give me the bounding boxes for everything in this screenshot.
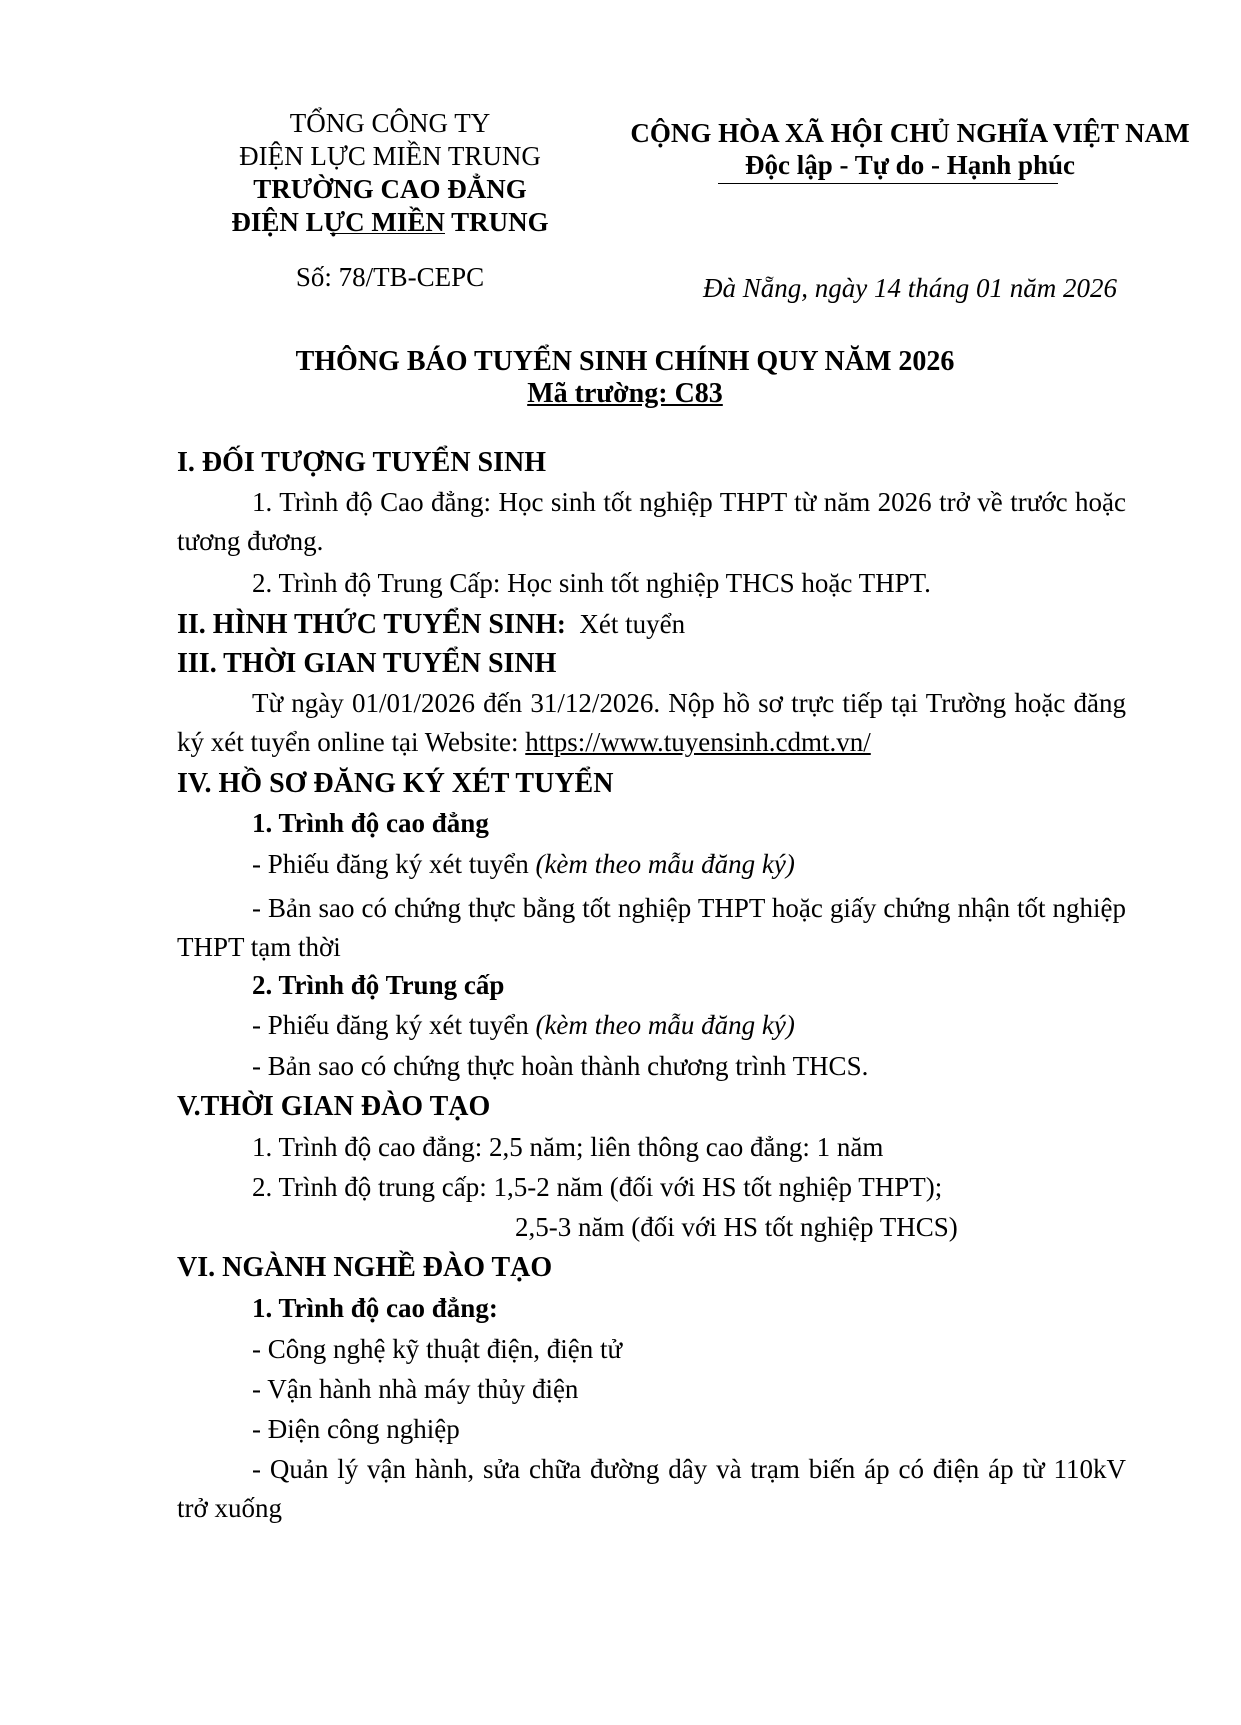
header-right-rule: [718, 183, 1058, 184]
section-4-sub-1-item-2-text: - Bản sao có chứng thực bằng tốt nghiệp THPT hoặc giấy chứng nhận tốt nghiệp THPT tạm thời: [177, 893, 1126, 963]
program-item: - Công nghệ kỹ thuật điện, điện tử: [252, 1334, 623, 1364]
org-parent: [180, 108, 600, 238]
program-item-text: - Quản lý vận hành, sửa chữa đường dây và trạm biến áp có điện áp từ 110kV trở xuống: [177, 1454, 1126, 1524]
nation-title: CỘNG HÒA XÃ HỘI CHỦ NGHĨA VIỆT NAM: [630, 118, 1190, 148]
section-6-sub-1: 1. Trình độ cao đẳng:: [252, 1293, 498, 1323]
section-4-heading: IV. HỒ SƠ ĐĂNG KÝ XÉT TUYỂN: [177, 768, 614, 799]
section-4-sub-2: 2. Trình độ Trung cấp: [252, 970, 505, 1000]
program-item: - Vận hành nhà máy thủy điện: [252, 1374, 579, 1404]
national-motto: Độc lập - Tự do - Hạnh phúc: [744, 150, 1076, 180]
section-2-heading: II. HÌNH THỨC TUYỂN SINH: [177, 609, 557, 640]
school-code: Mã trường: C83: [527, 378, 723, 409]
section-2-value: Xét tuyển: [579, 609, 686, 639]
school-line-1: TRƯỜNG CAO ĐẲNG: [253, 174, 527, 205]
header-left-rule: [330, 233, 445, 234]
issue-date: Đà Nẵng, ngày 14 tháng 01 năm 2026: [703, 273, 1117, 303]
document-title: THÔNG BÁO TUYỂN SINH CHÍNH QUY NĂM 2026: [295, 346, 955, 377]
section-1-heading: I. ĐỐI TƯỢNG TUYỂN SINH: [177, 447, 547, 478]
section-1-item-1-text: 1. Trình độ Cao đẳng: Học sinh tốt nghiệp THPT từ năm 2026 trở về trước hoặc tương đương.: [177, 487, 1126, 557]
section-3-body: Từ ngày 01/01/2026 đến 31/12/2026. Nộp hồ sơ trực tiếp tại Trường hoặc đăng ký xét tuyển online tại Website:: [177, 688, 1126, 758]
registration-form-label: - Phiếu đăng ký xét tuyển: [252, 849, 529, 879]
section-5-item-2-cont: 2,5-3 năm (đối với HS tốt nghiệp THCS): [515, 1212, 958, 1242]
registration-form-label-2: - Phiếu đăng ký xét tuyển: [252, 1010, 529, 1040]
section-2: II. HÌNH THỨC TUYỂN SINH: Xét tuyển: [177, 609, 686, 640]
section-4-sub-1-item-2: [177, 889, 1126, 967]
section-4-sub-1: 1. Trình độ cao đẳng: [252, 808, 489, 838]
section-4-sub-2-item-2: - Bản sao có chứng thực hoàn thành chương trình THCS.: [252, 1051, 869, 1081]
doc-number: Số: 78/TB-CEPC: [295, 262, 485, 292]
section-4-sub-1-item-1: [252, 849, 795, 880]
program-item: [177, 1450, 1126, 1528]
program-item: - Điện công nghiệp: [252, 1414, 460, 1444]
section-5-heading: V.THỜI GIAN ĐÀO TẠO: [177, 1091, 491, 1122]
section-3-heading: III. THỜI GIAN TUYỂN SINH: [177, 648, 557, 679]
org-line-1: TỔNG CÔNG TY: [289, 108, 491, 138]
registration-form-note: (kèm theo mẫu đăng ký): [535, 849, 795, 879]
admissions-website-link[interactable]: https://www.tuyensinh.cdmt.vn/: [525, 727, 871, 758]
section-5-item-1: 1. Trình độ cao đẳng: 2,5 năm; liên thông cao đẳng: 1 năm: [252, 1132, 884, 1162]
registration-form-note-2: (kèm theo mẫu đăng ký): [535, 1010, 795, 1040]
section-1-item-1: [177, 483, 1126, 561]
org-line-2: ĐIỆN LỰC MIỀN TRUNG: [239, 141, 541, 172]
section-1-item-2: 2. Trình độ Trung Cấp: Học sinh tốt nghiệp THCS hoặc THPT.: [252, 568, 931, 598]
section-4-sub-2-item-1: [252, 1010, 795, 1041]
section-6-heading: VI. NGÀNH NGHỀ ĐÀO TẠO: [177, 1252, 553, 1283]
section-5-item-2: 2. Trình độ trung cấp: 1,5-2 năm (đối với HS tốt nghiệp THPT);: [252, 1172, 943, 1202]
section-3-text: [177, 684, 1126, 762]
school-line-2: ĐIỆN LỰC MIỀN TRUNG: [231, 207, 549, 238]
